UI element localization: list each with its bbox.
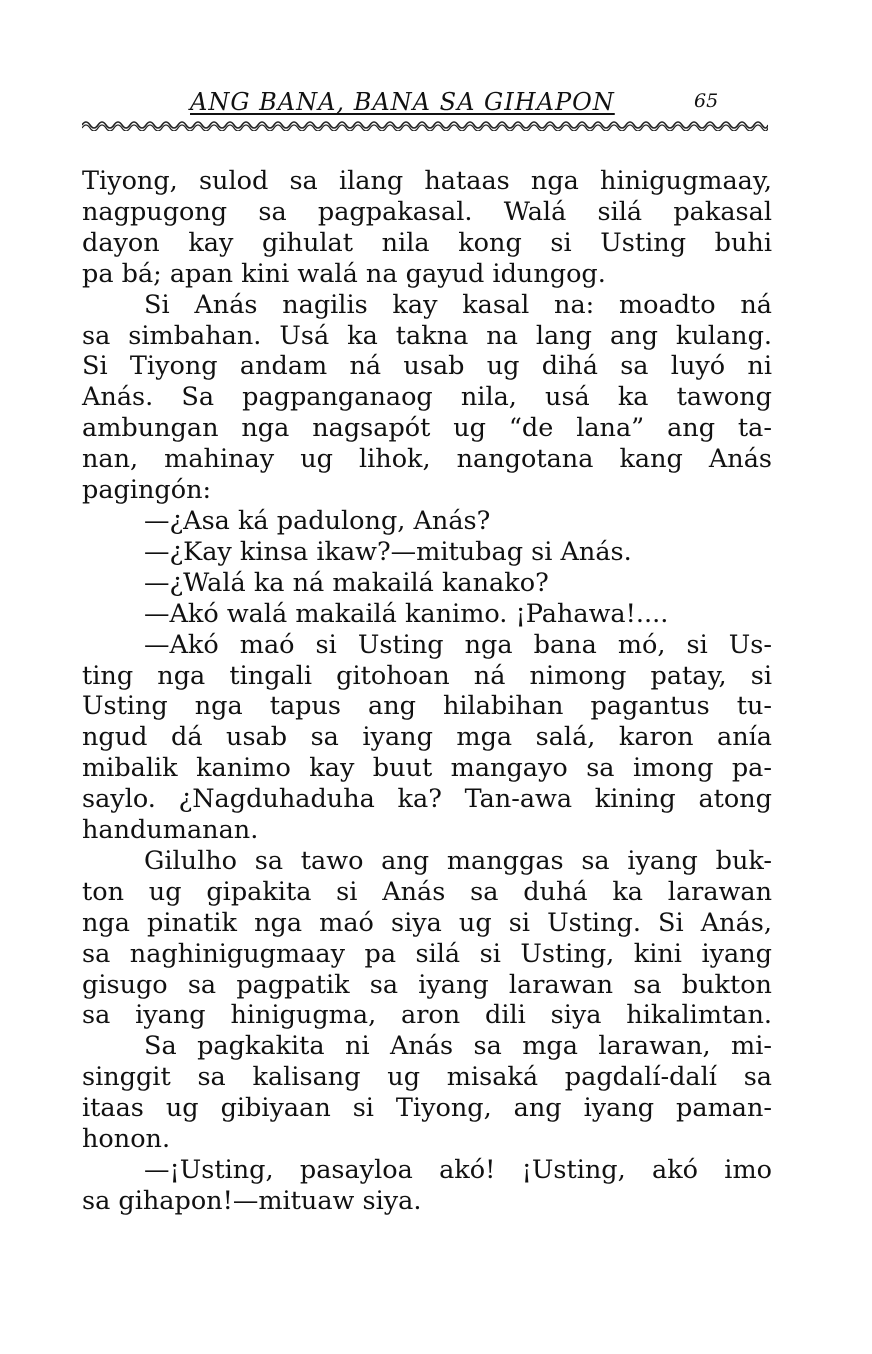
text-line: pa bá; apan kini walá na gayud idungog. xyxy=(82,258,606,289)
text-line: saylo. ¿Nagduhaduha ka? Tan-awa kining atong xyxy=(82,784,772,815)
text-line: gisugo sa pagpatik sa iyang larawan sa bukton xyxy=(82,969,772,1000)
running-title: ANG BANA, BANA SA GIHAPON xyxy=(190,88,615,116)
dialogue-line: —¿Kay kinsa ikaw?—mitubag si Anás. xyxy=(144,536,632,567)
text-line: dayon kay gihulat nila kong si Usting buhi xyxy=(82,227,772,258)
text-line: sa iyang hinigugma, aron dili siya hikalimtan. xyxy=(82,1000,772,1031)
dialogue-line: —¿Walá ka ná makailá kanako? xyxy=(144,567,549,598)
text-line: nan, mahinay ug lihok, nangotana kang Anás xyxy=(82,444,772,475)
body-text xyxy=(82,166,772,1217)
text-line: sa simbahan. Usá ka takna na lang ang kulang. xyxy=(82,320,772,351)
text-line: itaas ug gibiyaan si Tiyong, ang iyang paman- xyxy=(82,1093,772,1124)
text-line: Si Anás nagilis kay kasal na: moadto ná xyxy=(144,289,772,320)
text-line: singgit sa kalisang ug misaká pagdalí-dalí sa xyxy=(82,1062,772,1093)
text-line: ngud dá usab sa iyang mga salá, karon anía xyxy=(82,722,772,753)
page-number: 65 xyxy=(694,90,719,112)
text-line: mibalik kanimo kay buut mangayo sa imong pa- xyxy=(82,753,772,784)
wavy-ornament-rule xyxy=(82,119,768,131)
dialogue-line: —¿Asa ká padulong, Anás? xyxy=(144,505,491,536)
text-line: Usting nga tapus ang hilabihan pagantus tu- xyxy=(82,691,772,722)
text-line: nagpugong sa pagpakasal. Walá silá pakasal xyxy=(82,196,772,227)
text-line: Sa pagkakita ni Anás sa mga larawan, mi- xyxy=(144,1031,772,1062)
dialogue-line: —Akó maó si Usting nga bana mó, si Us- xyxy=(144,629,772,660)
text-line: ting nga tingali gitohoan ná nimong patay, si xyxy=(82,660,772,691)
text-line: sa gihapon!—mituaw siya. xyxy=(82,1185,422,1216)
text-line: nga pinatik nga maó siya ug si Usting. Si Anás, xyxy=(82,907,772,938)
text-line: Anás. Sa pagpanganaog nila, usá ka tawong xyxy=(82,382,772,413)
text-line: Si Tiyong andam ná usab ug dihá sa luyó ni xyxy=(82,351,772,382)
text-line: ambungan nga nagsapót ug “de lana” ang ta- xyxy=(82,413,772,444)
dialogue-line: —Akó walá makailá kanimo. ¡Pahawa!.... xyxy=(144,598,669,629)
text-line: Tiyong, sulod sa ilang hataas nga hinigugmaay, xyxy=(82,166,772,196)
dialogue-line: —¡Usting, pasayloa akó! ¡Usting, akó imo xyxy=(144,1155,772,1185)
text-line: handumanan. xyxy=(82,815,259,846)
text-line: ton ug gipakita si Anás sa duhá ka larawan xyxy=(82,876,772,907)
text-line: sa naghinigugmaay pa silá si Usting, kini iyang xyxy=(82,938,772,969)
text-line: honon. xyxy=(82,1124,171,1155)
text-line: pagingón: xyxy=(82,475,212,506)
text-line: Gilulho sa tawo ang manggas sa iyang buk- xyxy=(144,845,772,876)
